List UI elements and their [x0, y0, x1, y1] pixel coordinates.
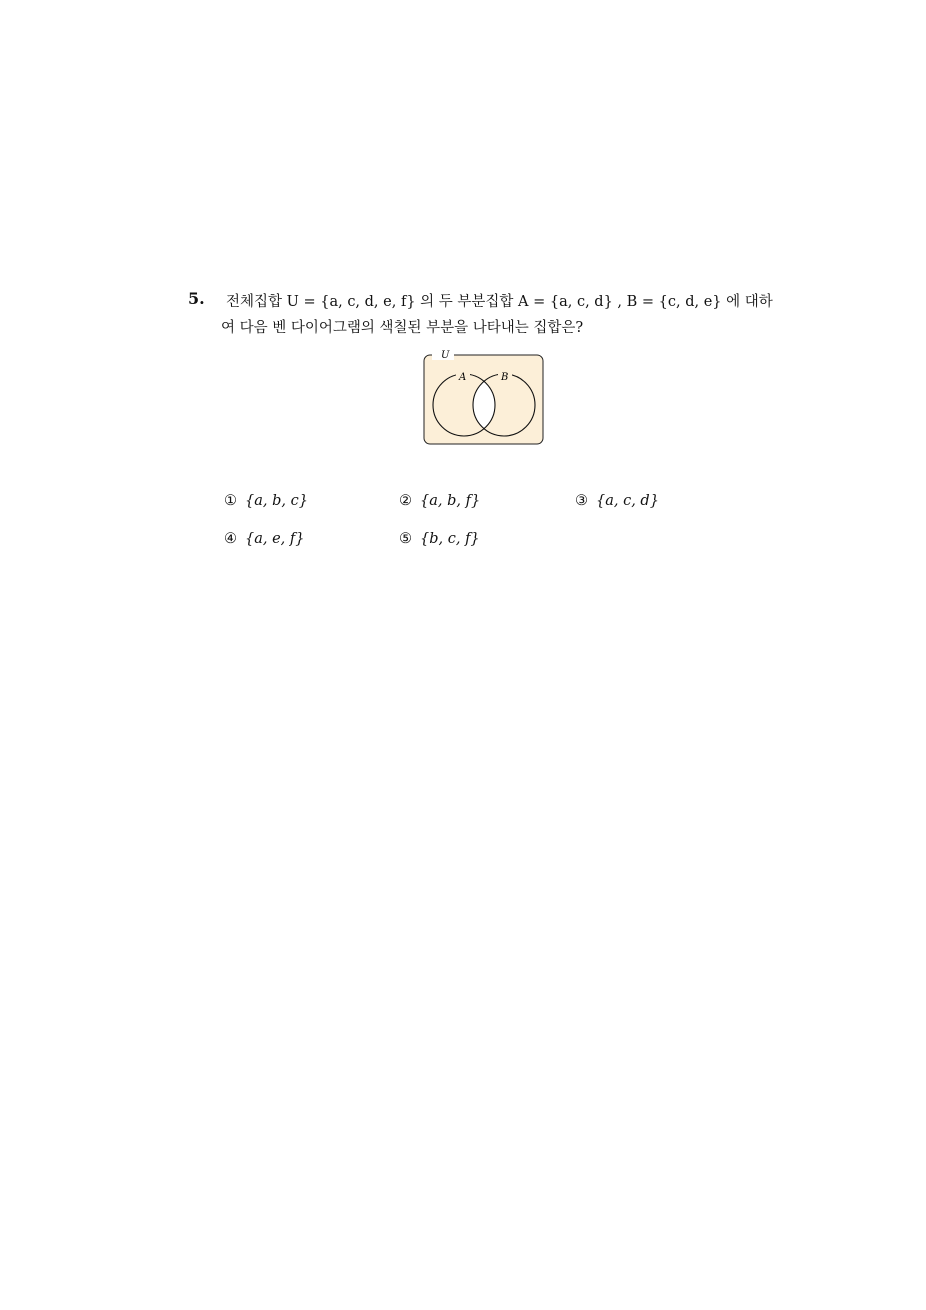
choice-text: {b, c, f} — [420, 531, 480, 547]
choice-marker: ③ — [575, 493, 588, 509]
venn-diagram — [422, 347, 546, 447]
choice-3[interactable] — [575, 493, 659, 509]
choice-marker: ⑤ — [399, 531, 412, 547]
choice-text: {a, e, f} — [245, 531, 305, 547]
choice-text: {a, c, d} — [596, 493, 659, 509]
choice-marker: ④ — [224, 531, 237, 547]
set-b-label: B — [501, 372, 509, 383]
question-number: 5. — [188, 289, 205, 308]
choice-1[interactable] — [224, 493, 308, 509]
set-a-label: A — [459, 372, 467, 383]
choice-4[interactable] — [224, 531, 304, 547]
question-text-line-1: 전체집합 U = {a, c, d, e, f} 의 두 부분집합 A = {a, c, d} , B = {c, d, e} 에 대하 — [226, 294, 773, 310]
question-text-line-2: 여 다음 벤 다이어그램의 색칠된 부분을 나타내는 집합은? — [221, 320, 584, 336]
choice-2[interactable] — [399, 493, 480, 509]
choice-marker: ② — [399, 493, 412, 509]
choice-text: {a, b, f} — [420, 493, 481, 509]
choice-marker: ① — [224, 493, 237, 509]
universe-label: U — [441, 350, 450, 361]
choice-text: {a, b, c} — [245, 493, 308, 509]
choice-5[interactable] — [399, 531, 480, 547]
